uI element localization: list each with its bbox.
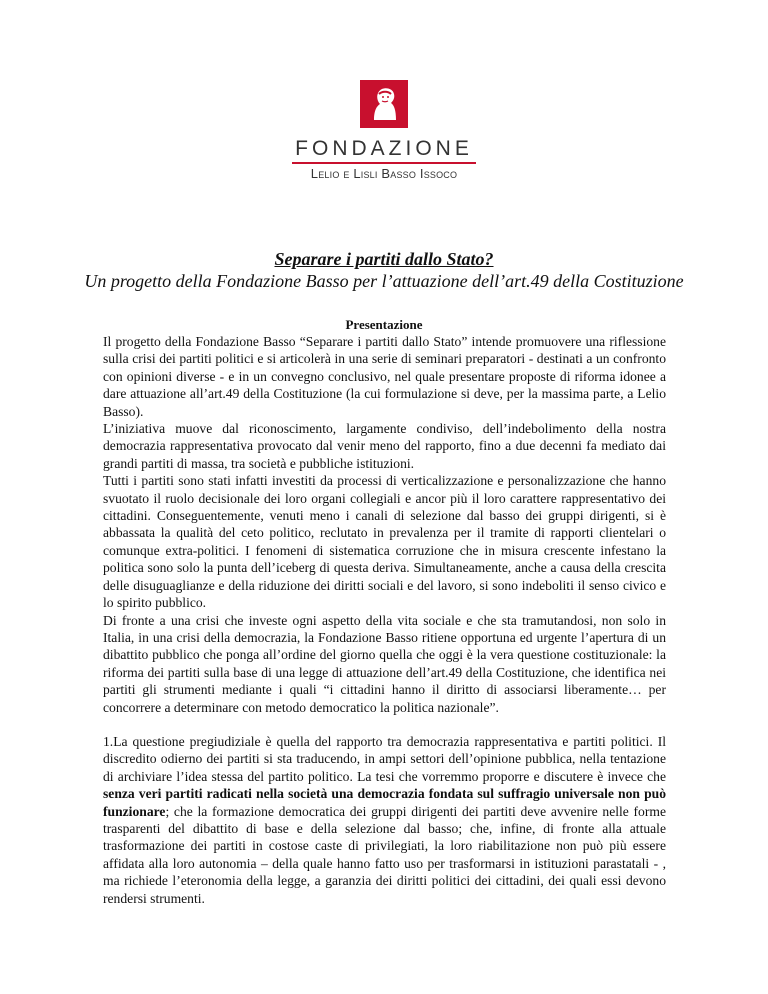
title-line-1: Separare i partiti dallo Stato? — [274, 249, 494, 269]
section-heading: Presentazione — [345, 317, 423, 332]
foundation-logo — [0, 80, 768, 181]
paragraph-3: Tutti i partiti sono stati infatti investiti da processi di verticalizzazione e personalizzazione che hanno svuotato il ruolo decisionale dei loro organi collegiali e ancor più il loro carattere rappresentativo dei cittadini. Conseguentemente, venuti meno i canali di selezione dal basso dei gruppi dirigenti, si è abbassata la qualità del ceto politico, reclutato in prevalenza per il tramite di rapporti clientelari o comunque extra-politici. I fenomeni di sistematica corruzione che in misura crescente infestano la politica sono solo la punta dell’iceberg di questa deriva. Simultaneamente, anche a causa della crescita delle disuguaglianze e della riduzione dei diritti sociali e del lavoro, si sono indeboliti il senso civico e lo spirito pubblico. — [103, 473, 666, 611]
body-text — [103, 333, 666, 907]
title-line-2: Un progetto della Fondazione Basso per l’attuazione dell’art.49 della Costituzione — [84, 271, 684, 291]
logo-divider — [292, 162, 476, 164]
document-title — [0, 248, 768, 292]
paragraph-4: Di fronte a una crisi che investe ogni aspetto della vita sociale e che sta tramutandosi, non solo in Italia, in una crisi della democrazia, la Fondazione Basso ritiene opportuna ed urgente l’apertura di un dibattito pubblico che ponga all’ordine del giorno quella che oggi è la vera questione costituzionale: la riforma dei partiti sulla base di una legge di attuazione dell’art.49 della Costituzione, che identifica nei partiti gli strumenti mediante i quali “i cittadini hanno il diritto di associarsi liberamente… per concorrere a determinare con metodo democratico la politica nazionale”. — [103, 612, 666, 715]
paragraph-5-emphasis: senza veri partiti radicati nella società una democrazia fondata sul suffragio universale non può funzionare — [103, 786, 666, 819]
portrait-emblem-icon — [360, 80, 408, 128]
paragraph-5-start: 1.La questione pregiudiziale è quella del rapporto tra democrazia rappresentativa e partiti politici. Il discredito odierno dei partiti si sta traducendo, in ampi settori dell’opinione pubblica, nella tentazione di archiviare l’idea stessa del partito politico. La tesi che vorremmo proporre e discutere è invece che — [103, 733, 666, 784]
paragraph-1: Il progetto della Fondazione Basso “Separare i partiti dallo Stato” intende promuovere una riflessione sulla crisi dei partiti politici e si articolerà in una serie di seminari preparatori - destinati a un confronto con opinioni diverse - e in un convegno conclusivo, nel quale presentare proposte di riforma idonee a dare attuazione all’art.49 della Costituzione (la cui formulazione si deve, per la massima parte, a Lelio Basso). — [103, 334, 666, 419]
paragraph-5-end: ; che la formazione democratica dei gruppi dirigenti dei partiti deve avvenire nelle forme trasparenti del dibattito di base e della selezione dal basso; che, infine, di fronte alla attuale trasformazione dei partiti in costose caste di privilegiati, la loro riabilitazione non può più essere affidata alla loro autonomia – della quale hanno fatto uso per trasformarsi in istituzioni parastatali - , ma richiede l’eteronomia della legge, a garanzia dei diritti politici dei cittadini, dei quali essi devono rendersi strumenti. — [103, 803, 666, 906]
paragraph-2: L’iniziativa muove dal riconoscimento, largamente condiviso, dell’indebolimento della nostra democrazia rappresentativa provocato dal venir meno del rapporto, fino a due decenni fa mediato dai grandi partiti di massa, tra società e pubbliche istituzioni. — [103, 421, 666, 471]
logo-name: FONDAZIONE — [295, 137, 473, 160]
paragraph-5 — [103, 733, 666, 907]
logo-subtitle: Lelio e Lisli Basso Issoco — [310, 166, 458, 181]
